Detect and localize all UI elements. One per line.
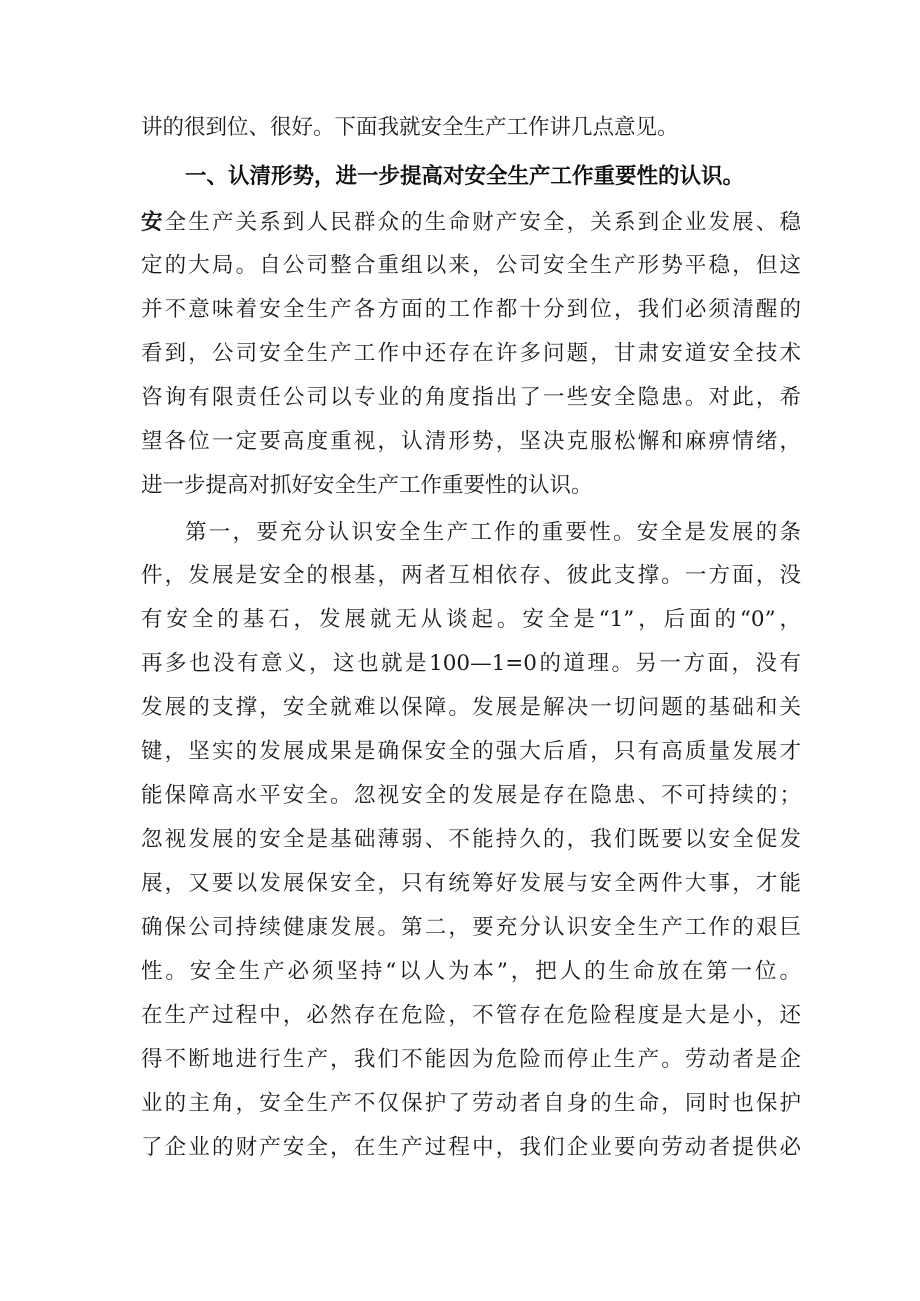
paragraph-line: 讲的很到位、很好。下面我就安全生产工作讲几点意见。	[141, 115, 679, 140]
paragraph-line: 再多也没有意义，这也就是100—1=0的道理。另一方面，没有	[141, 651, 801, 676]
paragraph-line: 了企业的财产安全，在生产过程中，我们企业要向劳动者提供必	[141, 1135, 801, 1160]
paragraph-line: 有安全的基石，发展就无从谈起。安全是“1”，后面的“0”，	[141, 607, 801, 632]
paragraph-line: 性。安全生产必须坚持“以人为本”，把人的生命放在第一位。	[141, 959, 801, 984]
paragraph-line-text: 全生产关系到人民群众的生命财产安全，关系到企业发展、稳	[164, 210, 801, 235]
paragraph-line: 在生产过程中，必然存在危险，不管存在危险程度是大是小，还	[141, 1003, 801, 1028]
paragraph-line: 并不意味着安全生产各方面的工作都十分到位，我们必须清醒的	[141, 297, 801, 322]
paragraph-line: 咨询有限责任公司以专业的角度指出了一些安全隐患。对此，希	[141, 385, 801, 410]
paragraph-line: 得不断地进行生产，我们不能因为危险而停止生产。劳动者是企	[141, 1047, 801, 1072]
paragraph-line: 第一，要充分认识安全生产工作的重要性。安全是发展的条	[185, 520, 801, 545]
paragraph-line: 进一步提高对抓好安全生产工作重要性的认识。	[141, 473, 593, 498]
paragraph-line: 展，又要以发展保安全，只有统筹好发展与安全两件大事，才能	[141, 871, 801, 896]
paragraph-line: 能保障高水平安全。忽视安全的发展是存在隐患、不可持续的；	[141, 783, 801, 808]
paragraph-line: 望各位一定要高度重视，认清形势，坚决克服松懈和麻痹情绪，	[141, 429, 801, 454]
paragraph-line: 忽视发展的安全是基础薄弱、不能持久的，我们既要以安全促发	[141, 827, 801, 852]
paragraph-line: 件，发展是安全的根基，两者互相依存、彼此支撑。一方面，没	[141, 563, 801, 588]
paragraph-line: 键，坚实的发展成果是确保安全的强大后盾，只有高质量发展才	[141, 739, 801, 764]
paragraph-line: 发展的支撑，安全就难以保障。发展是解决一切问题的基础和关	[141, 695, 801, 720]
paragraph-line: 看到，公司安全生产工作中还存在许多问题，甘肃安道安全技术	[141, 341, 801, 366]
paragraph-line: 业的主角，安全生产不仅保护了劳动者自身的生命，同时也保护	[141, 1091, 801, 1116]
paragraph-line: 确保公司持续健康发展。第二，要充分认识安全生产工作的艰巨	[141, 915, 801, 940]
section-heading: 一、认清形势，进一步提高对安全生产工作重要性的认识。	[185, 164, 745, 189]
paragraph-lead-character: 安	[141, 210, 165, 235]
paragraph-line: 定的大局。自公司整合重组以来，公司安全生产形势平稳，但这	[141, 253, 801, 278]
paragraph-line	[141, 203, 801, 243]
